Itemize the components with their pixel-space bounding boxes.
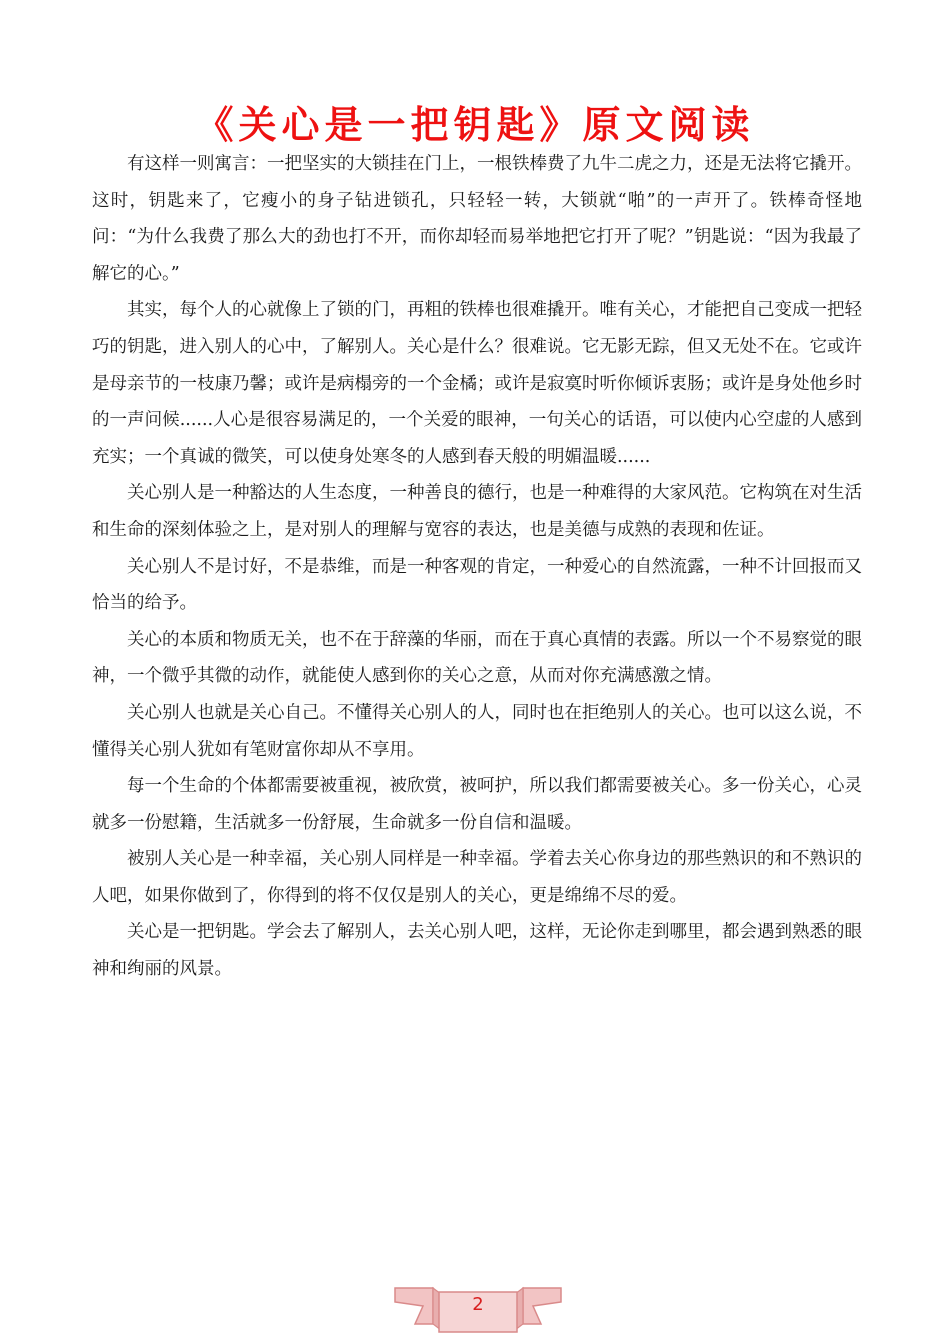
paragraph: 关心别人不是讨好，不是恭维，而是一种客观的肯定，一种爱心的自然流露，一种不计回报而又恰当的给予。 <box>92 556 862 614</box>
paragraph: 其实，每个人的心就像上了锁的门，再粗的铁棒也很难撬开。唯有关心，才能把自己变成一把轻巧的钥匙，进入别人的心中，了解别人。关心是什么？很难说。它无影无踪，但又无处不在。它或许是母亲节的一枝康乃馨；或许是病榻旁的一个金橘；或许是寂寞时听你倾诉衷肠；或许是身处他乡时的一声问候......人心是很容易满足的，一个关爱的眼神，一句关心的话语，可以使内心空虚的人感到充实；一个真诚的微笑，可以使身处寒冬的人感到春天般的明媚温暖...... <box>92 300 862 467</box>
paragraph: 有这样一则寓言：一把坚实的大锁挂在门上，一根铁棒费了九牛二虎之力，还是无法将它撬开。这时，钥匙来了，它瘦小的身子钻进锁孔，只轻轻一转，大锁就“啪”的一声开了。铁棒奇怪地问：“为什么我费了那么大的劲也打不开，而你却轻而易举地把它打开了呢？”钥匙说：“因为我最了解它的心。” <box>92 154 862 284</box>
paragraph: 关心的本质和物质无关，也不在于辞藻的华丽，而在于真心真情的表露。所以一个不易察觉的眼神，一个微乎其微的动作，就能使人感到你的关心之意，从而对你充满感激之情。 <box>92 629 862 687</box>
page-footer <box>393 1272 563 1340</box>
article-body <box>92 146 862 988</box>
paragraph: 被别人关心是一种幸福，关心别人同样是一种幸福。学着去关心你身边的那些熟识的和不熟识的人吧，如果你做到了，你得到的将不仅仅是别人的关心，更是绵绵不尽的爱。 <box>92 849 862 906</box>
paragraph: 关心是一把钥匙。学会去了解别人，去关心别人吧，这样，无论你走到哪里，都会遇到熟悉的眼神和绚丽的风景。 <box>92 922 862 980</box>
paragraph: 关心别人是一种豁达的人生态度，一种善良的德行，也是一种难得的大家风范。它构筑在对生活和生命的深刻体验之上，是对别人的理解与宽容的表达，也是美德与成熟的表现和佐证。 <box>92 483 862 540</box>
page-number: 2 <box>472 1294 484 1315</box>
paragraph: 关心别人也就是关心自己。不懂得关心别人的人，同时也在拒绝别人的关心。也可以这么说，不懂得关心别人犹如有笔财富你却从不享用。 <box>92 702 862 760</box>
paragraph: 每一个生命的个体都需要被重视，被欣赏，被呵护，所以我们都需要被关心。多一份关心，心灵就多一份慰籍，生活就多一份舒展，生命就多一份自信和温暖。 <box>92 776 862 833</box>
document-title: 《关心是一把钥匙》原文阅读 <box>195 103 755 147</box>
